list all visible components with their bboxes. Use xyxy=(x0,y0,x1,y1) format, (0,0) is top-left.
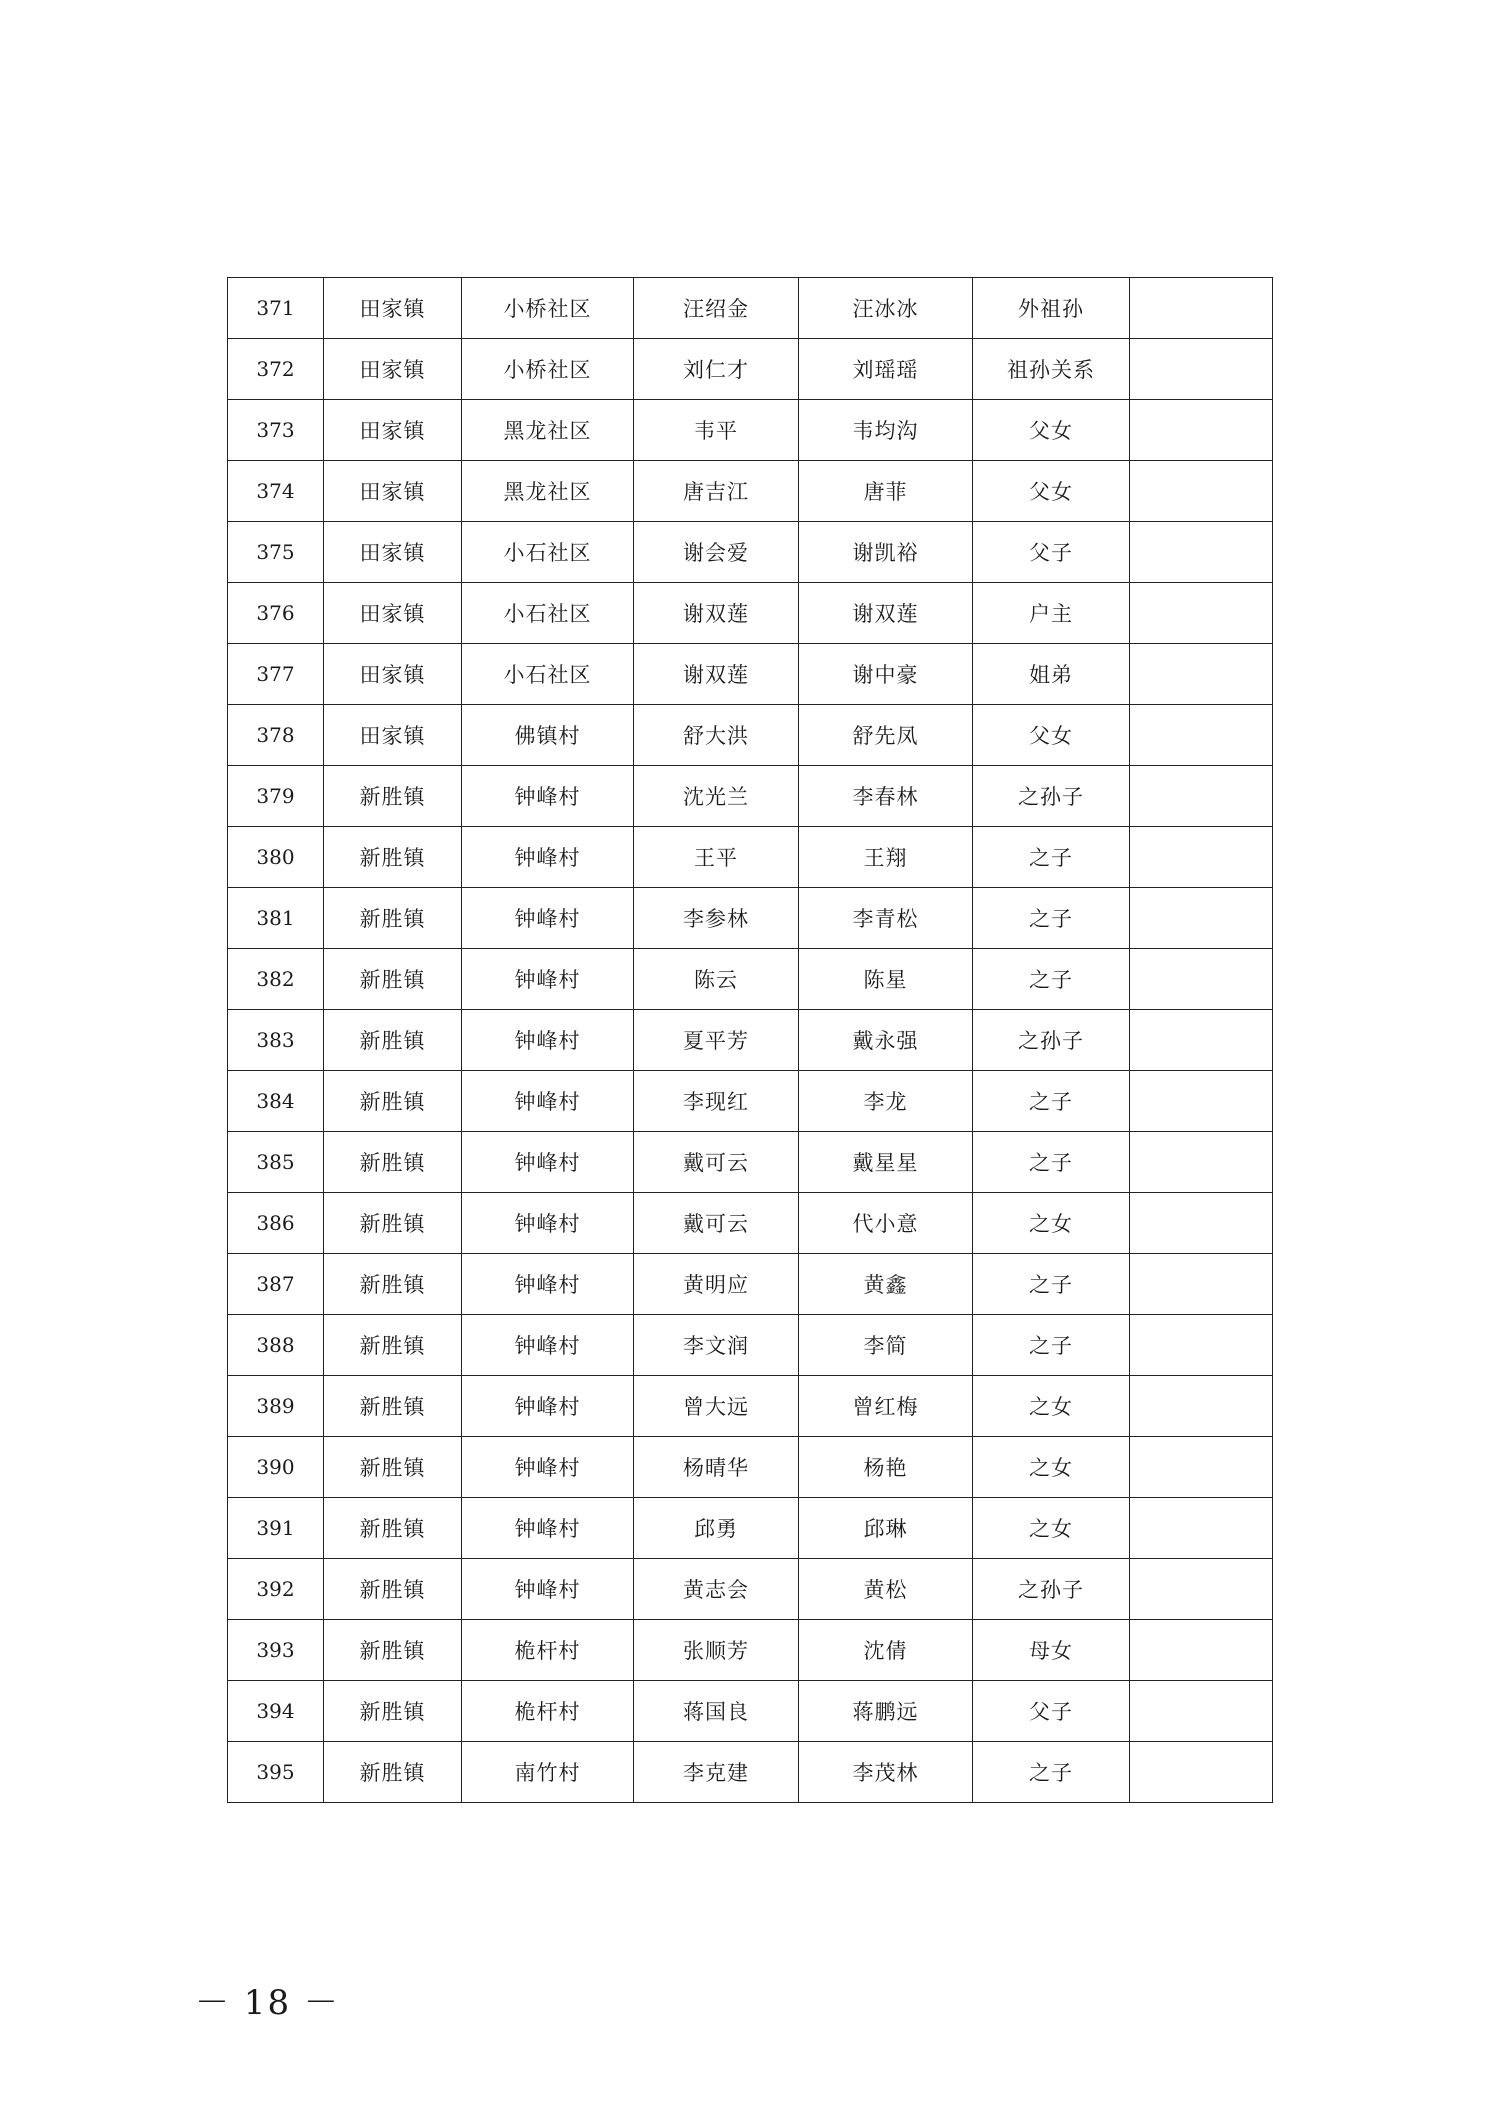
note-cell xyxy=(1130,522,1273,583)
town-cell: 新胜镇 xyxy=(324,1132,462,1193)
table-row xyxy=(228,1254,1273,1315)
table-row xyxy=(228,583,1273,644)
applicant-name-cell: 黄明应 xyxy=(634,1254,799,1315)
table-row xyxy=(228,461,1273,522)
member-name-cell: 杨艳 xyxy=(799,1437,973,1498)
member-name-cell: 李龙 xyxy=(799,1071,973,1132)
member-name-cell: 黄鑫 xyxy=(799,1254,973,1315)
relation-cell: 之子 xyxy=(973,1132,1130,1193)
village-cell: 钟峰村 xyxy=(462,1498,634,1559)
row-number-cell: 392 xyxy=(228,1559,324,1620)
row-number-cell: 381 xyxy=(228,888,324,949)
village-cell: 钟峰村 xyxy=(462,766,634,827)
note-cell xyxy=(1130,949,1273,1010)
member-name-cell: 谢双莲 xyxy=(799,583,973,644)
applicant-name-cell: 曾大远 xyxy=(634,1376,799,1437)
town-cell: 新胜镇 xyxy=(324,1498,462,1559)
member-name-cell: 李简 xyxy=(799,1315,973,1376)
row-number-cell: 374 xyxy=(228,461,324,522)
note-cell xyxy=(1130,1010,1273,1071)
town-cell: 田家镇 xyxy=(324,278,462,339)
page-number: － 18 － xyxy=(195,1983,340,2023)
village-cell: 黑龙社区 xyxy=(462,461,634,522)
village-cell: 钟峰村 xyxy=(462,1010,634,1071)
applicant-name-cell: 王平 xyxy=(634,827,799,888)
village-cell: 桅杆村 xyxy=(462,1620,634,1681)
row-number-cell: 372 xyxy=(228,339,324,400)
member-name-cell: 王翔 xyxy=(799,827,973,888)
town-cell: 田家镇 xyxy=(324,522,462,583)
relation-cell: 之女 xyxy=(973,1437,1130,1498)
row-number-cell: 385 xyxy=(228,1132,324,1193)
applicant-name-cell: 汪绍金 xyxy=(634,278,799,339)
town-cell: 新胜镇 xyxy=(324,1010,462,1071)
town-cell: 新胜镇 xyxy=(324,1315,462,1376)
row-number-cell: 395 xyxy=(228,1742,324,1803)
applicant-name-cell: 戴可云 xyxy=(634,1132,799,1193)
relation-cell: 父女 xyxy=(973,705,1130,766)
town-cell: 田家镇 xyxy=(324,400,462,461)
table-row xyxy=(228,1559,1273,1620)
member-name-cell: 谢中豪 xyxy=(799,644,973,705)
village-cell: 钟峰村 xyxy=(462,1315,634,1376)
beneficiary-table-container xyxy=(227,277,1272,1803)
note-cell xyxy=(1130,1498,1273,1559)
applicant-name-cell: 谢会爱 xyxy=(634,522,799,583)
table-body xyxy=(228,278,1273,1803)
village-cell: 小石社区 xyxy=(462,522,634,583)
town-cell: 田家镇 xyxy=(324,644,462,705)
town-cell: 新胜镇 xyxy=(324,1620,462,1681)
member-name-cell: 韦均沟 xyxy=(799,400,973,461)
member-name-cell: 戴星星 xyxy=(799,1132,973,1193)
member-name-cell: 李茂林 xyxy=(799,1742,973,1803)
relation-cell: 外祖孙 xyxy=(973,278,1130,339)
town-cell: 新胜镇 xyxy=(324,1437,462,1498)
village-cell: 钟峰村 xyxy=(462,1254,634,1315)
town-cell: 新胜镇 xyxy=(324,1071,462,1132)
note-cell xyxy=(1130,1315,1273,1376)
relation-cell: 之子 xyxy=(973,1315,1130,1376)
relation-cell: 之女 xyxy=(973,1193,1130,1254)
applicant-name-cell: 蒋国良 xyxy=(634,1681,799,1742)
table-row xyxy=(228,705,1273,766)
relation-cell: 之子 xyxy=(973,1071,1130,1132)
member-name-cell: 舒先凤 xyxy=(799,705,973,766)
row-number-cell: 387 xyxy=(228,1254,324,1315)
applicant-name-cell: 沈光兰 xyxy=(634,766,799,827)
member-name-cell: 李春林 xyxy=(799,766,973,827)
note-cell xyxy=(1130,705,1273,766)
village-cell: 钟峰村 xyxy=(462,1071,634,1132)
town-cell: 新胜镇 xyxy=(324,949,462,1010)
member-name-cell: 曾红梅 xyxy=(799,1376,973,1437)
applicant-name-cell: 张顺芳 xyxy=(634,1620,799,1681)
relation-cell: 之子 xyxy=(973,949,1130,1010)
row-number-cell: 377 xyxy=(228,644,324,705)
row-number-cell: 373 xyxy=(228,400,324,461)
village-cell: 桅杆村 xyxy=(462,1681,634,1742)
town-cell: 田家镇 xyxy=(324,461,462,522)
applicant-name-cell: 韦平 xyxy=(634,400,799,461)
member-name-cell: 唐菲 xyxy=(799,461,973,522)
table-row xyxy=(228,522,1273,583)
row-number-cell: 383 xyxy=(228,1010,324,1071)
note-cell xyxy=(1130,1742,1273,1803)
row-number-cell: 371 xyxy=(228,278,324,339)
table-row xyxy=(228,888,1273,949)
table-row xyxy=(228,1315,1273,1376)
applicant-name-cell: 谢双莲 xyxy=(634,644,799,705)
relation-cell: 之子 xyxy=(973,827,1130,888)
table-row xyxy=(228,827,1273,888)
row-number-cell: 390 xyxy=(228,1437,324,1498)
row-number-cell: 389 xyxy=(228,1376,324,1437)
table-row xyxy=(228,1437,1273,1498)
table-row xyxy=(228,1620,1273,1681)
member-name-cell: 汪冰冰 xyxy=(799,278,973,339)
applicant-name-cell: 邱勇 xyxy=(634,1498,799,1559)
applicant-name-cell: 夏平芳 xyxy=(634,1010,799,1071)
town-cell: 新胜镇 xyxy=(324,827,462,888)
relation-cell: 之子 xyxy=(973,1742,1130,1803)
applicant-name-cell: 谢双莲 xyxy=(634,583,799,644)
table-row xyxy=(228,339,1273,400)
row-number-cell: 386 xyxy=(228,1193,324,1254)
table-row xyxy=(228,1071,1273,1132)
village-cell: 钟峰村 xyxy=(462,949,634,1010)
village-cell: 钟峰村 xyxy=(462,1132,634,1193)
village-cell: 钟峰村 xyxy=(462,1376,634,1437)
member-name-cell: 陈星 xyxy=(799,949,973,1010)
row-number-cell: 379 xyxy=(228,766,324,827)
table-row xyxy=(228,1376,1273,1437)
member-name-cell: 蒋鹏远 xyxy=(799,1681,973,1742)
note-cell xyxy=(1130,1437,1273,1498)
relation-cell: 父子 xyxy=(973,522,1130,583)
village-cell: 小桥社区 xyxy=(462,339,634,400)
town-cell: 新胜镇 xyxy=(324,1681,462,1742)
note-cell xyxy=(1130,1132,1273,1193)
member-name-cell: 沈倩 xyxy=(799,1620,973,1681)
relation-cell: 之子 xyxy=(973,888,1130,949)
member-name-cell: 邱琳 xyxy=(799,1498,973,1559)
town-cell: 田家镇 xyxy=(324,339,462,400)
relation-cell: 母女 xyxy=(973,1620,1130,1681)
town-cell: 新胜镇 xyxy=(324,1254,462,1315)
village-cell: 佛镇村 xyxy=(462,705,634,766)
relation-cell: 父子 xyxy=(973,1681,1130,1742)
note-cell xyxy=(1130,888,1273,949)
note-cell xyxy=(1130,1193,1273,1254)
relation-cell: 之子 xyxy=(973,1254,1130,1315)
relation-cell: 之孙子 xyxy=(973,1010,1130,1071)
applicant-name-cell: 陈云 xyxy=(634,949,799,1010)
village-cell: 小桥社区 xyxy=(462,278,634,339)
applicant-name-cell: 唐吉江 xyxy=(634,461,799,522)
applicant-name-cell: 杨晴华 xyxy=(634,1437,799,1498)
table-row xyxy=(228,949,1273,1010)
beneficiary-table xyxy=(227,277,1273,1803)
village-cell: 小石社区 xyxy=(462,583,634,644)
note-cell xyxy=(1130,1254,1273,1315)
town-cell: 新胜镇 xyxy=(324,1376,462,1437)
applicant-name-cell: 刘仁才 xyxy=(634,339,799,400)
note-cell xyxy=(1130,827,1273,888)
applicant-name-cell: 舒大洪 xyxy=(634,705,799,766)
applicant-name-cell: 黄志会 xyxy=(634,1559,799,1620)
town-cell: 新胜镇 xyxy=(324,888,462,949)
relation-cell: 父女 xyxy=(973,461,1130,522)
table-row xyxy=(228,644,1273,705)
town-cell: 新胜镇 xyxy=(324,1193,462,1254)
note-cell xyxy=(1130,583,1273,644)
row-number-cell: 384 xyxy=(228,1071,324,1132)
row-number-cell: 375 xyxy=(228,522,324,583)
note-cell xyxy=(1130,461,1273,522)
town-cell: 新胜镇 xyxy=(324,1559,462,1620)
row-number-cell: 380 xyxy=(228,827,324,888)
note-cell xyxy=(1130,400,1273,461)
relation-cell: 户主 xyxy=(973,583,1130,644)
applicant-name-cell: 李参林 xyxy=(634,888,799,949)
row-number-cell: 391 xyxy=(228,1498,324,1559)
relation-cell: 之孙子 xyxy=(973,1559,1130,1620)
note-cell xyxy=(1130,766,1273,827)
relation-cell: 父女 xyxy=(973,400,1130,461)
row-number-cell: 382 xyxy=(228,949,324,1010)
applicant-name-cell: 戴可云 xyxy=(634,1193,799,1254)
member-name-cell: 谢凯裕 xyxy=(799,522,973,583)
member-name-cell: 李青松 xyxy=(799,888,973,949)
village-cell: 钟峰村 xyxy=(462,827,634,888)
relation-cell: 之孙子 xyxy=(973,766,1130,827)
town-cell: 田家镇 xyxy=(324,583,462,644)
table-row xyxy=(228,400,1273,461)
applicant-name-cell: 李克建 xyxy=(634,1742,799,1803)
note-cell xyxy=(1130,1071,1273,1132)
table-row xyxy=(228,1010,1273,1071)
applicant-name-cell: 李现红 xyxy=(634,1071,799,1132)
note-cell xyxy=(1130,339,1273,400)
village-cell: 小石社区 xyxy=(462,644,634,705)
town-cell: 新胜镇 xyxy=(324,766,462,827)
village-cell: 钟峰村 xyxy=(462,888,634,949)
note-cell xyxy=(1130,278,1273,339)
table-row xyxy=(228,1681,1273,1742)
village-cell: 南竹村 xyxy=(462,1742,634,1803)
row-number-cell: 388 xyxy=(228,1315,324,1376)
table-row xyxy=(228,1742,1273,1803)
table-row xyxy=(228,278,1273,339)
member-name-cell: 戴永强 xyxy=(799,1010,973,1071)
member-name-cell: 代小意 xyxy=(799,1193,973,1254)
member-name-cell: 黄松 xyxy=(799,1559,973,1620)
village-cell: 黑龙社区 xyxy=(462,400,634,461)
relation-cell: 祖孙关系 xyxy=(973,339,1130,400)
village-cell: 钟峰村 xyxy=(462,1559,634,1620)
relation-cell: 之女 xyxy=(973,1498,1130,1559)
row-number-cell: 378 xyxy=(228,705,324,766)
village-cell: 钟峰村 xyxy=(462,1193,634,1254)
village-cell: 钟峰村 xyxy=(462,1437,634,1498)
note-cell xyxy=(1130,1376,1273,1437)
relation-cell: 姐弟 xyxy=(973,644,1130,705)
note-cell xyxy=(1130,1681,1273,1742)
note-cell xyxy=(1130,1559,1273,1620)
row-number-cell: 394 xyxy=(228,1681,324,1742)
member-name-cell: 刘瑶瑶 xyxy=(799,339,973,400)
row-number-cell: 393 xyxy=(228,1620,324,1681)
relation-cell: 之女 xyxy=(973,1376,1130,1437)
table-row xyxy=(228,1132,1273,1193)
table-row xyxy=(228,1193,1273,1254)
note-cell xyxy=(1130,644,1273,705)
row-number-cell: 376 xyxy=(228,583,324,644)
town-cell: 田家镇 xyxy=(324,705,462,766)
applicant-name-cell: 李文润 xyxy=(634,1315,799,1376)
table-row xyxy=(228,766,1273,827)
town-cell: 新胜镇 xyxy=(324,1742,462,1803)
note-cell xyxy=(1130,1620,1273,1681)
table-row xyxy=(228,1498,1273,1559)
